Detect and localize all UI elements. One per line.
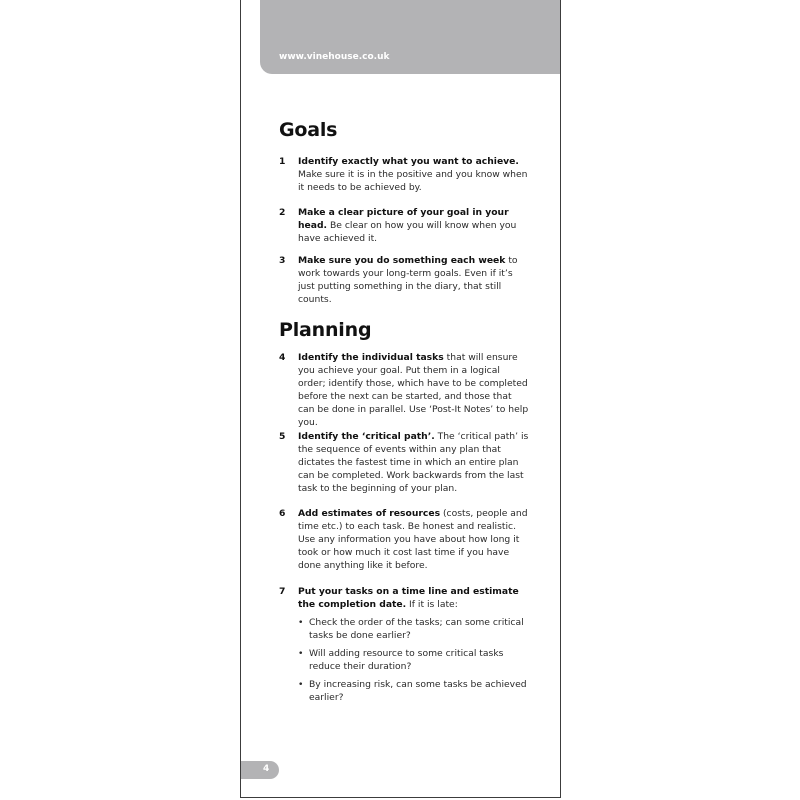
- item-lead: Identify the individual tasks: [298, 352, 444, 363]
- bullet-item: [298, 647, 529, 673]
- list-item: [279, 206, 529, 245]
- item-text: Make sure it is in the positive and you know when it needs to be achieved by.: [298, 169, 528, 193]
- section-title-goals: Goals: [279, 119, 338, 141]
- item-text: that will ensure you achieve your goal. Put them in a logical order; identify those, which have to be completed before the next can be started, and those that can be done in parallel. Use ‘Post-It Notes’ to help you.: [298, 352, 529, 428]
- bullet-text: Will adding resource to some critical tasks reduce their duration?: [309, 648, 504, 672]
- item-lead: Make sure you do something each week: [298, 255, 506, 266]
- list-item: [279, 254, 529, 306]
- list-item: [279, 155, 529, 194]
- item-body: [298, 206, 529, 245]
- list-item: [279, 585, 529, 709]
- item-number: 1: [279, 156, 286, 167]
- item-text: (costs, people and time etc.) to each task. Be honest and realistic. Use any information you have about how long it took or how much it cost last time if you have done anything like it before.: [298, 508, 528, 571]
- item-number: 5: [279, 431, 286, 442]
- item-number: 4: [279, 352, 286, 363]
- item-body: [298, 430, 529, 495]
- bullet-item: [298, 678, 529, 704]
- item-number: 7: [279, 586, 286, 597]
- section-title-planning: Planning: [279, 319, 372, 341]
- bullet-text: Check the order of the tasks; can some critical tasks be done earlier?: [309, 617, 524, 641]
- item-text: to work towards your long-term goals. Even if it’s just putting something in the diary, that still counts.: [298, 255, 518, 305]
- item-body: [298, 507, 529, 572]
- item-lead: Identify exactly what you want to achieve.: [298, 156, 519, 167]
- item-body: [298, 585, 529, 709]
- list-item: [279, 430, 529, 495]
- bullet-icon: •: [298, 648, 304, 659]
- bullet-icon: •: [298, 617, 304, 628]
- bullet-text: By increasing risk, can some tasks be achieved earlier?: [309, 679, 527, 703]
- item-body: [298, 155, 529, 194]
- item-lead: Put your tasks on a time line and estimate the completion date.: [298, 586, 519, 610]
- page-number: 4: [263, 764, 270, 774]
- header-bar: [260, 0, 560, 74]
- item-body: [298, 254, 529, 306]
- list-item: [279, 507, 529, 572]
- item-lead: Make a clear picture of your goal in your head.: [298, 207, 509, 231]
- page-number-tab: [241, 761, 279, 779]
- document-page: [240, 0, 561, 798]
- item-text: If it is late:: [406, 599, 458, 610]
- bullet-item: [298, 616, 529, 642]
- item-text: The ‘critical path’ is the sequence of events within any plan that dictates the fastest time in which an entire plan can be completed. Work backwards from the last task to the beginning of your plan.: [298, 431, 529, 494]
- item-text: Be clear on how you will know when you have achieved it.: [298, 220, 517, 244]
- item-lead: Identify the ‘critical path’.: [298, 431, 435, 442]
- list-item: [279, 351, 529, 429]
- bullet-icon: •: [298, 679, 304, 690]
- item-number: 6: [279, 508, 286, 519]
- item-body: [298, 351, 529, 429]
- bullet-list: [298, 616, 529, 704]
- item-lead: Add estimates of resources: [298, 508, 441, 519]
- item-number: 2: [279, 207, 286, 218]
- header-url: www.vinehouse.co.uk: [279, 52, 390, 62]
- item-number: 3: [279, 255, 286, 266]
